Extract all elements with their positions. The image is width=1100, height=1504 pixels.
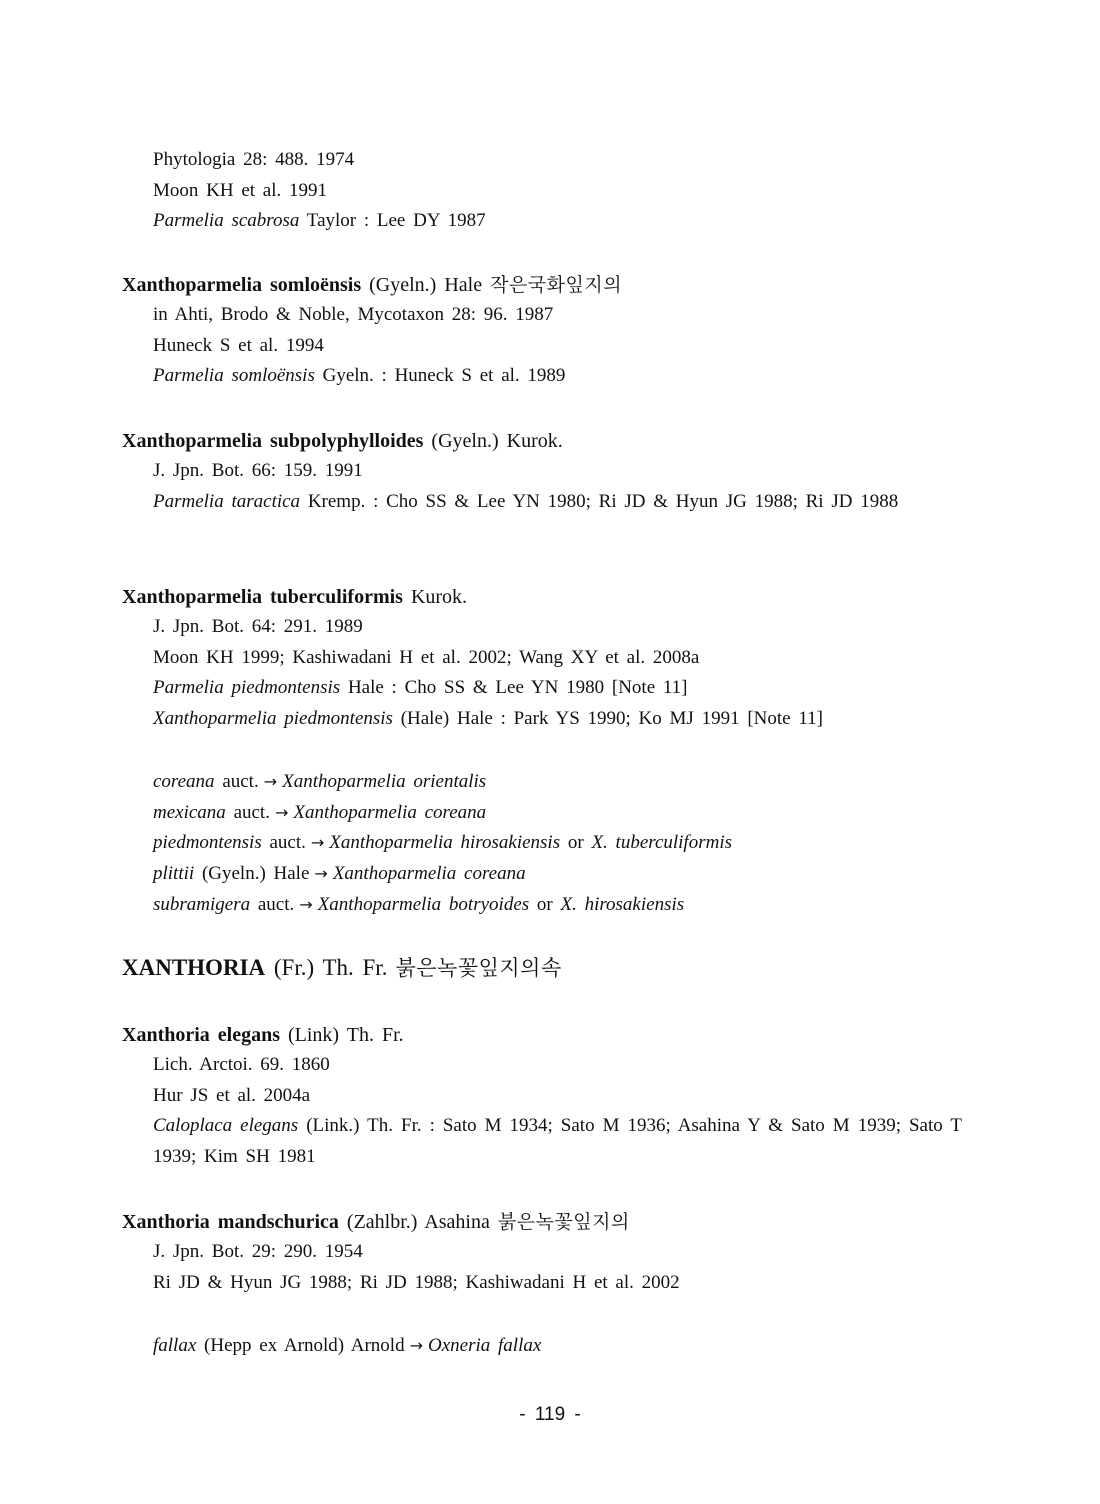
epithet: mexicana [153,801,226,823]
species-heading [122,582,962,612]
synonym-citation: Hale : Cho SS & Lee YN 1980 [Note 11] [347,677,688,699]
synonym-name: Parmelia taractica [153,490,301,512]
synonym-citation: (Hale) Hale : Park YS 1990; Ko MJ 1991 [Note 11] [400,708,823,730]
genus-author: (Fr.) Th. Fr. [273,955,388,980]
synonym-name: Xanthoparmelia piedmontensis [153,708,393,730]
reference-line: Hur JS et al. 2004a [153,1084,311,1106]
synonym-citation: Kremp. : Cho SS & Lee YN 1980; Ri JD & Hyun JG 1988; Ri JD 1988 [307,490,899,512]
accepted-name: Xanthoparmelia hirosakiensis [329,832,561,854]
species-author: (Zahlbr.) Asahina [346,1211,490,1233]
species-entry [122,270,962,392]
reference-line: Huneck S et al. 1994 [153,334,324,356]
epithet: coreana [153,771,215,792]
reference-line: Moon KH et al. 1991 [153,179,328,201]
epithet-author: auct. [257,893,295,915]
species-entry [122,426,962,517]
synonym-line [122,704,962,735]
genus-title [122,952,962,984]
synonym-name: Parmelia scabrosa [153,210,300,232]
arrow-icon: → [314,864,328,884]
reference-line: Phytologia 28: 488. 1974 [153,149,355,170]
species-entry [122,1020,962,1173]
synonym-name: Parmelia piedmontensis [153,677,341,699]
epithet-author: (Gyeln.) Hale [201,863,310,885]
epithet: subramigera [153,893,251,915]
excluded-name [122,1331,962,1362]
reference-line: Moon KH 1999; Kashiwadani H et al. 2002; Wang XY et al. 2008a [153,646,700,668]
accepted-name: X. tuberculiformis [591,832,733,854]
species-heading [122,270,962,300]
accepted-name: Oxneria fallax [428,1335,542,1356]
synonym-name: Caloplaca elegans [153,1115,299,1137]
epithet: piedmontensis [153,832,262,854]
accepted-name: Xanthoparmelia botryoides [317,893,530,915]
synonym-line [122,1111,962,1172]
arrow-icon: → [299,894,313,914]
or-conjunction: or [567,832,584,854]
synonym-line [122,206,962,237]
reference-line: J. Jpn. Bot. 66: 159. 1991 [153,460,363,481]
epithet-author: auct. [233,801,270,823]
arrow-icon: → [274,802,289,822]
species-heading [122,426,962,456]
excluded-name [122,767,962,798]
synonym-citation: (Link.) Th. Fr. : Sato M 1934; Sato M 1936; Asahina Y & Sato M 1939; Sato T 1939; Kim SH 1981 [153,1115,963,1168]
korean-name: 붉은녹꽃잎지의속 [395,956,562,980]
epithet: plittii [153,863,195,885]
accepted-name: Xanthoparmelia coreana [332,863,526,885]
or-conjunction: or [536,893,553,915]
accepted-name: Xanthoparmelia coreana [293,801,487,823]
epithet-author: auct. [269,832,306,854]
species-author: Kurok. [410,586,468,608]
species-heading [122,1020,962,1050]
species-author: (Gyeln.) Kurok. [431,430,563,452]
page-number: - 119 - [519,1404,581,1425]
accepted-name: X. hirosakiensis [560,893,685,915]
reference-line: J. Jpn. Bot. 29: 290. 1954 [153,1241,363,1262]
synonym-line [122,487,962,518]
synonym-name: Parmelia somloënsis [153,365,315,387]
accepted-name: Xanthoparmelia orientalis [282,771,487,792]
species-heading [122,1207,962,1237]
reference-line: J. Jpn. Bot. 64: 291. 1989 [153,616,363,637]
species-entry [122,1207,962,1298]
synonym-citation: Gyeln. : Huneck S et al. 1989 [322,365,566,387]
continued-entry [122,145,962,237]
excluded-name [122,890,962,921]
reference-line: in Ahti, Brodo & Noble, Mycotaxon 28: 96. 1987 [153,304,554,325]
korean-name: 작은국화잎지의 [490,274,623,296]
synonym-line [122,673,962,704]
species-name: Xanthoria mandschurica [122,1211,339,1233]
species-author: (Link) Th. Fr. [288,1024,404,1046]
species-entry [122,582,962,735]
excluded-name [122,859,962,890]
species-author: (Gyeln.) Hale [369,274,483,296]
epithet-author: (Hepp ex Arnold) Arnold [204,1335,405,1356]
species-name: Xanthoria elegans [122,1024,280,1046]
species-name: Xanthoparmelia somloënsis [122,274,362,296]
excluded-name [122,798,962,829]
epithet-author: auct. [222,771,259,792]
genus-name: XANTHORIA [122,955,266,980]
reference-line: Lich. Arctoi. 69. 1860 [153,1054,330,1075]
korean-name: 붉은녹꽃잎지의 [497,1211,630,1233]
synonym-line [122,361,962,392]
excluded-name [122,828,962,859]
arrow-icon: → [263,772,278,791]
epithet: fallax [153,1335,197,1356]
genus-heading [122,952,962,984]
arrow-icon: → [310,833,325,853]
species-name: Xanthoparmelia subpolyphylloides [122,430,424,452]
excluded-names-list [122,1331,962,1362]
synonym-citation: Taylor : Lee DY 1987 [306,210,486,232]
excluded-names-list [122,767,962,921]
arrow-icon: → [409,1336,423,1355]
species-name: Xanthoparmelia tuberculiformis [122,586,403,608]
reference-line: Ri JD & Hyun JG 1988; Ri JD 1988; Kashiwadani H et al. 2002 [153,1271,680,1293]
